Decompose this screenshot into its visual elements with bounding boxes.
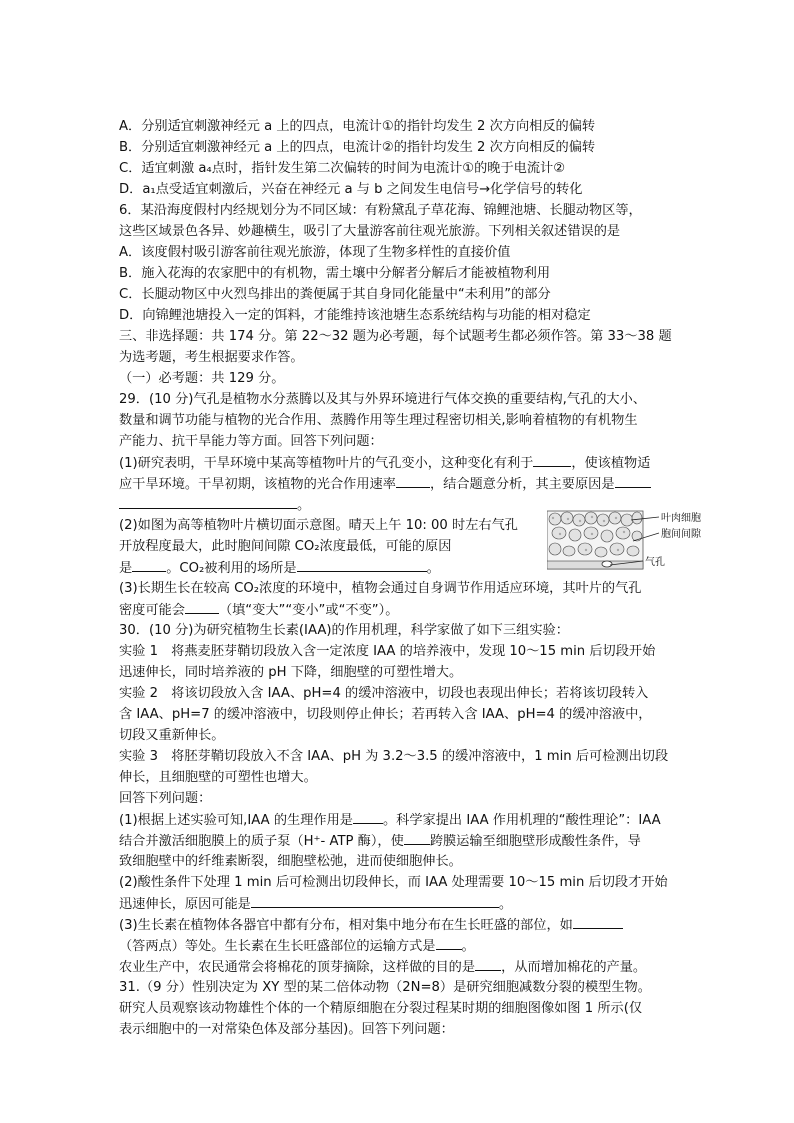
section-3-sub: （一）必考题：共 129 分。 [119, 371, 285, 386]
answer-blank[interactable] [436, 935, 462, 950]
q6-stem-2: 这些区域景色各异、妙趣横生，吸引了大量游客前往观光旅游。下列相关叙述错误的是 [119, 224, 621, 239]
q29-stem-2: 数量和调节功能与植物的光合作用、蒸腾作用等生理过程密切相关,影响着植物的有机物生 [119, 413, 638, 428]
q31-stem-3: 表示细胞中的一对常染色体及部分基因)。回答下列问题： [119, 1022, 454, 1037]
section-3-heading-cont: 为选考题，考生根据要求作答。 [119, 350, 304, 365]
q31-stem-1: 31.（9 分）性别决定为 XY 型的某二倍体动物（2N=8）是研究细胞减数分裂的模型生物。 [119, 980, 651, 995]
q29-part3-line2: 密度可能会 （填“变大”“变小”或“不变”）。 [119, 599, 679, 620]
q29-part1-line1: (1)研究表明，干旱环境中某高等植物叶片的气孔变小，这种变化有利于 ，使该植物适 [119, 452, 679, 473]
q30-stem: 30．(10 分)为研究植物生长素(IAA)的作用机理，科学家做了如下三组实验： [119, 623, 569, 638]
figure-label-mesophyll: 叶肉细胞 [661, 513, 701, 524]
q29-stem-1: 29．(10 分)气孔是植物水分蒸腾以及其与外界环境进行气体交换的重要结构,气孔的大小、 [119, 392, 646, 407]
answer-blank[interactable] [475, 956, 501, 971]
q30-part2-line1: (2)酸性条件下处理 1 min 后可检测出切段伸长，而 IAA 处理需要 10～15 min 后切段才开始 [119, 875, 668, 890]
leaf-cross-section-figure [547, 509, 727, 573]
q29-part1-line2: 应干旱环境。干旱初期，该植物的光合作用速率 ，结合题意分析，其主要原因是 [119, 473, 679, 494]
option-b: B．分别适宜刺激神经元 a 上的四点，电流计②的指针均发生 2 次方向相反的偏转 [119, 140, 596, 155]
answer-blank[interactable] [132, 557, 166, 572]
figure-label-intercellular-space: 胞间间隙 [661, 529, 701, 540]
option-a: A．分别适宜刺激神经元 a 上的四点，电流计①的指针均发生 2 次方向相反的偏转 [119, 119, 596, 134]
answer-blank[interactable] [251, 893, 499, 908]
q30-part2-line2: 迅速伸长，原因可能是 。 [119, 893, 679, 914]
answer-blank[interactable] [396, 473, 430, 488]
q6-option-a: A．该度假村吸引游客前往观光旅游，体现了生物多样性的直接价值 [119, 245, 511, 260]
q30-part1-line3: 致细胞壁中的纤维素断裂，细胞壁松弛，进而使细胞伸长。 [119, 854, 462, 869]
q30-exp2-line1: 实验 2 将该切段放入含 IAA、pH=4 的缓冲溶液中，切段也表现出伸长；若将该切段转入 [119, 686, 649, 701]
answer-blank[interactable] [573, 914, 623, 929]
figure-label-stoma: 气孔 [645, 557, 665, 568]
answer-blank[interactable] [353, 809, 383, 824]
q30-exp3-line2: 伸长，且细胞壁的可塑性也增大。 [119, 770, 317, 785]
answer-blank[interactable] [404, 830, 430, 845]
q30-exp1-line1: 实验 1 将燕麦胚芽鞘切段放入含一定浓度 IAA 的培养液中，发现 10～15 min 后切段开始 [119, 644, 656, 659]
answer-blank[interactable] [615, 473, 651, 488]
q30-exp2-line2: 含 IAA、pH=7 的缓冲溶液中，切段则停止伸长；若再转入含 IAA、pH=4 的缓冲溶液中， [119, 707, 652, 722]
answer-blank[interactable] [119, 494, 297, 509]
q30-part4: 农业生产中，农民通常会将棉花的顶芽摘除，这样做的目的是 ，从而增加棉花的产量。 [119, 956, 679, 977]
q30-part3-line1: (3)生长素在植物体各器官中都有分布，相对集中地分布在生长旺盛的部位，如 [119, 914, 679, 935]
q31-stem-2: 研究人员观察该动物雄性个体的一个精原细胞在分裂过程某时期的细胞图像如图 1 所示(仅 [119, 1001, 643, 1016]
q29-part1-line3: 。 [119, 494, 679, 515]
section-3-heading: 三、非选择题：共 174 分。第 22～32 题为必考题，每个试题考生都必须作答。第 33～38 题 [119, 329, 672, 344]
q29-part2-line1: (2)如图为高等植物叶片横切面示意图。晴天上午 10: 00 时左右气孔 [119, 518, 518, 533]
q29-part2-with-figure [119, 513, 701, 578]
q30-part1-line2: 结合并激活细胞膜上的质子泵（H⁺- ATP 酶），使 跨膜运输至细胞壁形成酸性条件，导 [119, 830, 679, 851]
option-c: C．适宜刺激 a₄点时，指针发生第二次偏转的时间为电流计①的晚于电流计② [119, 161, 566, 176]
q30-part1-line1: (1)根据上述实验可知,IAA 的生理作用是 。科学家提出 IAA 作用机理的“酸性理论”：IAA [119, 809, 679, 830]
option-d: D．a₁点受适宜刺激后，兴奋在神经元 a 与 b 之间发生电信号→化学信号的转化 [119, 182, 583, 197]
q6-option-b: B．施入花海的农家肥中的有机物，需土壤中分解者分解后才能被植物利用 [119, 266, 551, 281]
q6-option-c: C．长腿动物区中火烈鸟排出的粪便属于其自身同化能量中“未利用”的部分 [119, 287, 551, 302]
q29-part2-line3: 是 。CO₂被利用的场所是 。 [119, 557, 440, 578]
answer-blank[interactable] [533, 452, 571, 467]
q29-stem-3: 产能力、抗干旱能力等方面。回答下列问题： [119, 434, 383, 449]
q29-part3-line1: (3)长期生长在较高 CO₂浓度的环境中，植物会通过自身调节作用适应环境，其叶片的气孔 [119, 581, 642, 596]
leaf-cross-section-drawing [547, 509, 727, 573]
exam-page [119, 116, 701, 1040]
q30-exp1-line2: 迅速伸长，同时培养液的 pH 下降，细胞壁的可塑性增大。 [119, 665, 463, 680]
answer-blank[interactable] [297, 557, 427, 572]
q30-exp3-line1: 实验 3 将胚芽鞘切段放入不含 IAA、pH 为 3.2～3.5 的缓冲溶液中，1 min 后可检测出切段 [119, 749, 669, 764]
q6-option-d: D．向锦鲤池塘投入一定的饵料，才能维持该池塘生态系统结构与功能的相对稳定 [119, 308, 591, 323]
q30-exp2-line3: 切段又重新伸长。 [119, 728, 225, 743]
q29-part2-line2: 开放程度最大，此时胞间间隙 CO₂浓度最低，可能的原因 [119, 539, 452, 554]
q30-part3-line2: （答两点）等处。生长素在生长旺盛部位的运输方式是 。 [119, 935, 679, 956]
answer-blank[interactable] [185, 599, 219, 614]
q6-stem-1: 6．某沿海度假村内经规划分为不同区域：有粉黛乱子草花海、锦鲤池塘、长腿动物区等， [119, 203, 642, 218]
q30-ask: 回答下列问题： [119, 791, 212, 806]
